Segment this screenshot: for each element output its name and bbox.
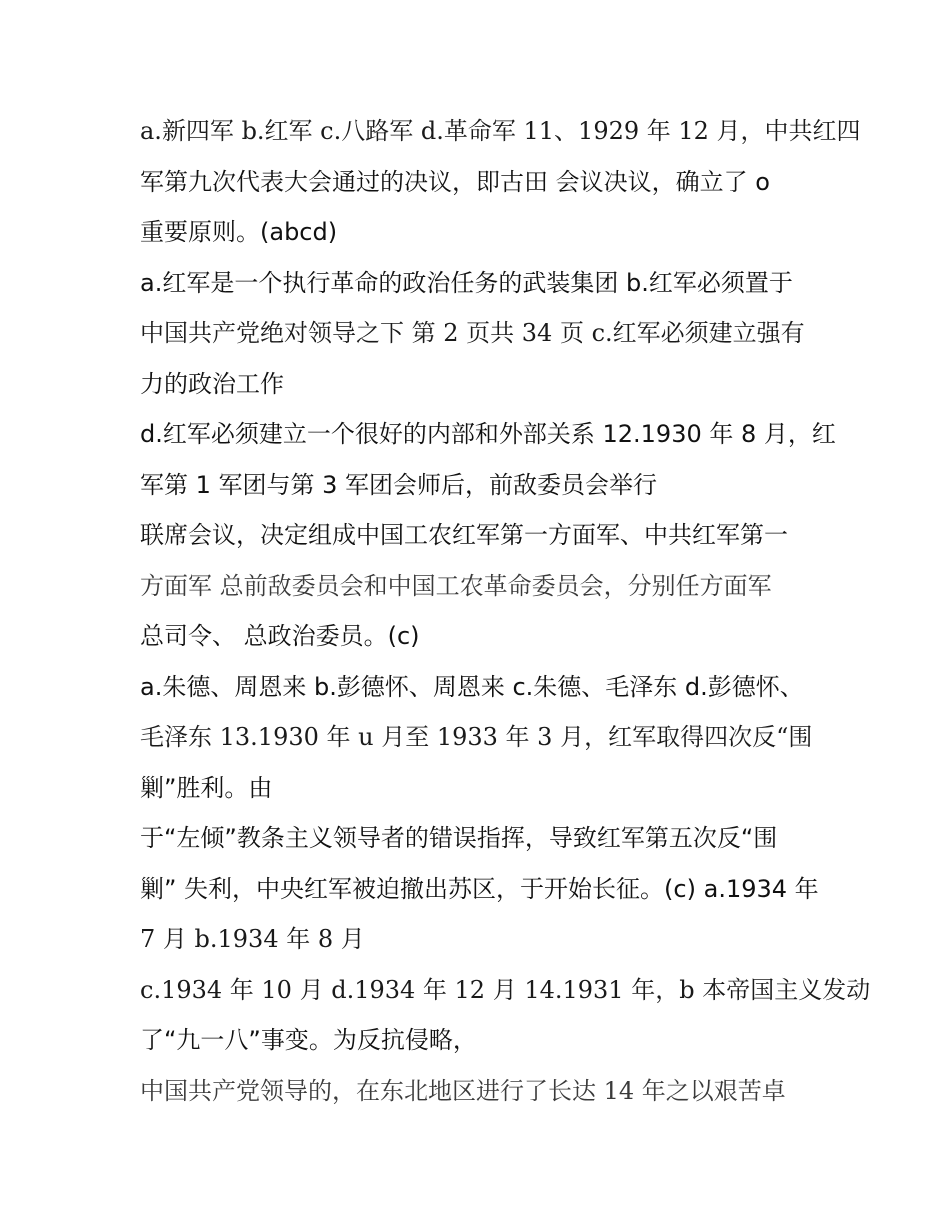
- text-line-9: 联席会议，决定组成中国工农红军第一方面军、中共红军第一: [140, 521, 788, 549]
- text-line-17: 7 月 b.1934 年 8 月: [140, 925, 365, 953]
- text-line-16: 剿” 失利，中央红军被迫撤出苏区，于开始长征。(c) a.1934 年: [140, 875, 819, 903]
- text-line-18: c.1934 年 10 月 d.1934 年 12 月 14.1931 年，b 本帝国主义发动: [140, 976, 871, 1004]
- text-line-15: 于“左倾”教条主义领导者的错误指挥，导致红军第五次反“围: [140, 824, 778, 852]
- text-line-13: 毛泽东 13.1930 年 u 月至 1933 年 3 月，红军取得四次反“围: [140, 723, 813, 751]
- text-line-8: 军第 1 军团与第 3 军团会师后，前敌委员会举行: [140, 471, 658, 499]
- text-line-3: 重要原则。(abcd): [140, 218, 338, 246]
- text-line-12: a.朱德、周恩来 b.彭德怀、周恩来 c.朱德、毛泽东 d.彭德怀、: [140, 673, 804, 701]
- text-line-1: a.新四军 b.红军 c.八路军 d.革命军 11、1929 年 12 月，中共红四: [140, 117, 861, 145]
- text-line-10: 方面军 总前敌委员会和中国工农革命委员会，分别任方面军: [140, 572, 772, 600]
- text-line-19: 了“九一八”事变。为反抗侵略，: [140, 1026, 477, 1054]
- text-line-2: 军第九次代表大会通过的决议，即古田 会议决议，确立了 o: [140, 168, 770, 196]
- text-line-11: 总司令、 总政治委员。(c): [140, 622, 420, 650]
- text-line-7: d.红军必须建立一个很好的内部和外部关系 12.1930 年 8 月，红: [140, 420, 836, 448]
- text-line-4: a.红军是一个执行革命的政治任务的武装集团 b.红军必须置于: [140, 269, 793, 297]
- text-line-5: 中国共产党绝对领导之下 第 2 页共 34 页 c.红军必须建立强有: [140, 319, 805, 347]
- text-line-20: 中国共产党领导的，在东北地区进行了长达 14 年之以艰苦卓: [140, 1077, 786, 1105]
- text-line-6: 力的政治工作: [140, 370, 284, 398]
- text-line-14: 剿”胜利。由: [140, 774, 273, 802]
